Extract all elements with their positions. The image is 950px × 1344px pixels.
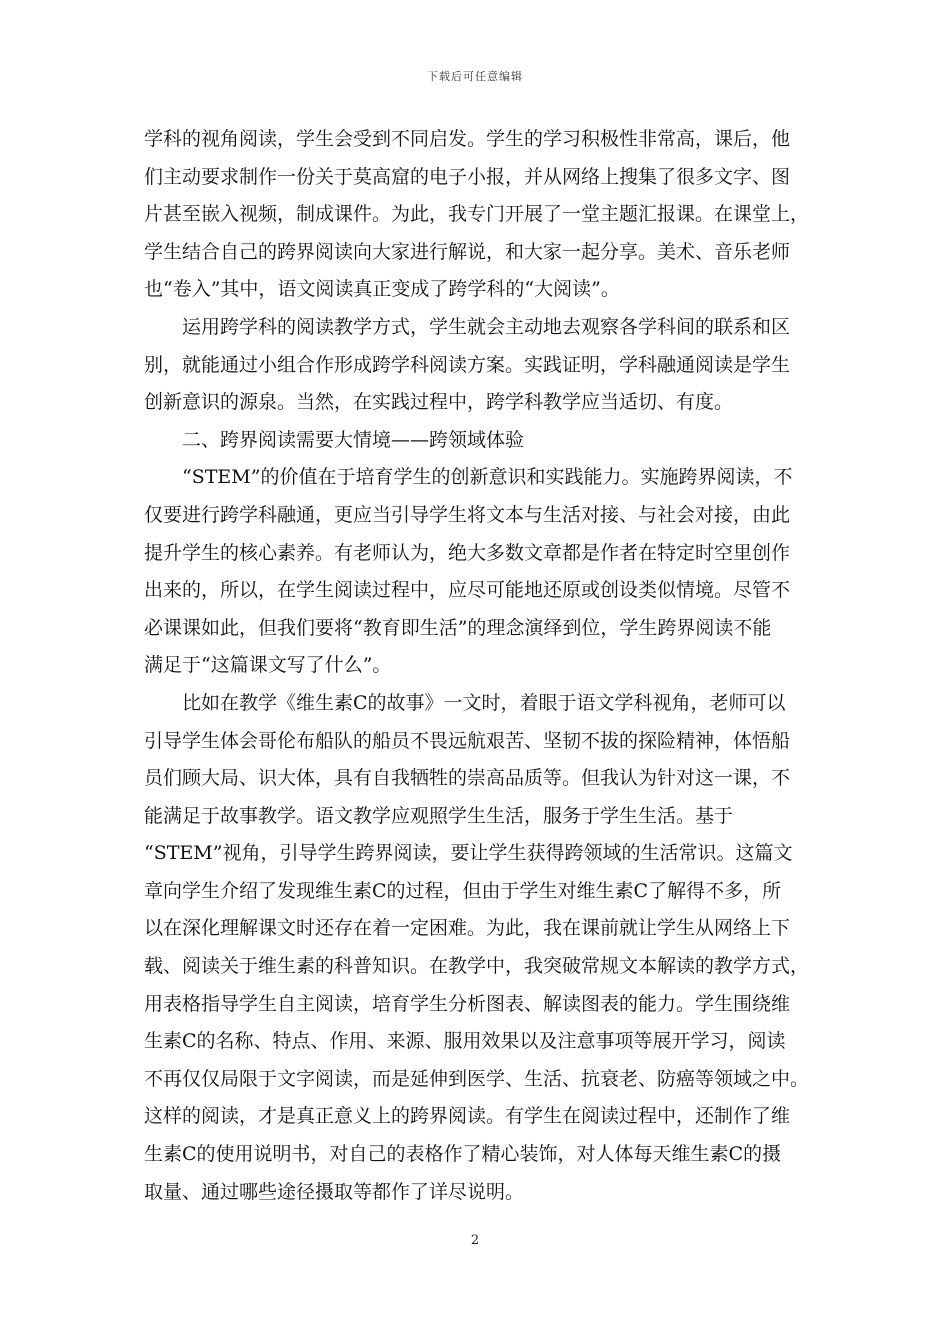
text-line: 生素C的使用说明书，对自己的表格作了精心装饰，对人体每天维生素C的摄 — [144, 1143, 782, 1166]
text-line: 也“卷入”其中，语文阅读真正变成了跨学科的“大阅读”。 — [144, 278, 620, 301]
page-header: 下载后可任意编辑 — [427, 70, 523, 83]
section-heading-text: 二、跨界阅读需要大情境——跨领域体验 — [182, 428, 525, 451]
text-line: 这样的阅读，才是真正意义上的跨界阅读。有学生在阅读过程中，还制作了维 — [144, 1105, 791, 1128]
text-line: 员们顾大局、识大体，具有自我牺牲的崇高品质等。但我认为针对这一课，不 — [144, 767, 791, 790]
text-line: “STEM”视角，引导学生跨界阅读，要让学生获得跨领域的生活常识。这篇文 — [144, 842, 793, 865]
section-heading — [144, 422, 812, 460]
text-line: 学生结合自己的跨界阅读向大家进行解说，和大家一起分享。美术、音乐老师 — [144, 240, 791, 263]
text-line: 引导学生体会哥伦布船队的船员不畏远航艰苦、坚韧不拔的探险精神，体悟船 — [144, 729, 791, 752]
document-body — [144, 121, 812, 1211]
text-line: “STEM”的价值在于培育学生的创新意识和实践能力。实施跨界阅读，不 — [182, 466, 793, 489]
paragraph — [144, 121, 812, 309]
paragraph — [144, 685, 812, 1211]
text-line: 不再仅仅局限于文字阅读，而是延伸到医学、生活、抗衰老、防癌等领域之中。 — [144, 1067, 810, 1090]
paragraph — [144, 309, 812, 422]
text-line: 以在深化理解课文时还存在着一定困难。为此，我在课前就让学生从网络上下 — [144, 917, 791, 940]
text-line: 片甚至嵌入视频，制成课件。为此，我专门开展了一堂主题汇报课。在课堂上， — [144, 203, 810, 226]
text-line: 仅要进行跨学科融通，更应当引导学生将文本与生活对接、与社会对接，由此 — [144, 503, 791, 526]
text-line: 能满足于故事教学。语文教学应观照学生生活，服务于学生生活。基于 — [144, 804, 734, 827]
text-line: 取量、通过哪些途径摄取等都作了详尽说明。 — [144, 1180, 525, 1203]
text-line: 比如在教学《维生素C的故事》一文时，着眼于语文学科视角，老师可以 — [182, 691, 786, 714]
text-line: 别，就能通过小组合作形成跨学科阅读方案。实践证明，学科融通阅读是学生 — [144, 353, 791, 376]
text-line: 生素C的名称、特点、作用、来源、服用效果以及注意事项等展开学习，阅读 — [144, 1030, 786, 1053]
page-number: 2 — [470, 1233, 480, 1248]
text-line: 出来的，所以，在学生阅读过程中，应尽可能地还原或创设类似情境。尽管不 — [144, 579, 791, 602]
text-line: 用表格指导学生自主阅读，培育学生分析图表、解读图表的能力。学生围绕维 — [144, 992, 791, 1015]
text-line: 学科的视角阅读，学生会受到不同启发。学生的学习积极性非常高，课后，他 — [144, 128, 791, 150]
text-line: 提升学生的核心素养。有老师认为，绝大多数文章都是作者在特定时空里创作 — [144, 541, 791, 564]
text-line: 满足于“这篇课文写了什么”。 — [144, 654, 392, 677]
text-line: 必课课如此，但我们要将“教育即生活”的理念演绎到位，学生跨界阅读不能 — [144, 616, 772, 639]
text-line: 载、阅读关于维生素的科普知识。在教学中，我突破常规文本解读的教学方式， — [144, 955, 810, 978]
text-line: 创新意识的源泉。当然，在实践过程中，跨学科教学应当适切、有度。 — [144, 391, 734, 414]
text-line: 运用跨学科的阅读教学方式，学生就会主动地去观察各学科间的联系和区 — [182, 315, 791, 338]
text-line: 们主动要求制作一份关于莫高窟的电子小报，并从网络上搜集了很多文字、图 — [144, 165, 791, 188]
text-line: 章向学生介绍了发现维生素C的过程，但由于学生对维生素C了解得不多，所 — [144, 879, 782, 902]
paragraph — [144, 459, 812, 685]
